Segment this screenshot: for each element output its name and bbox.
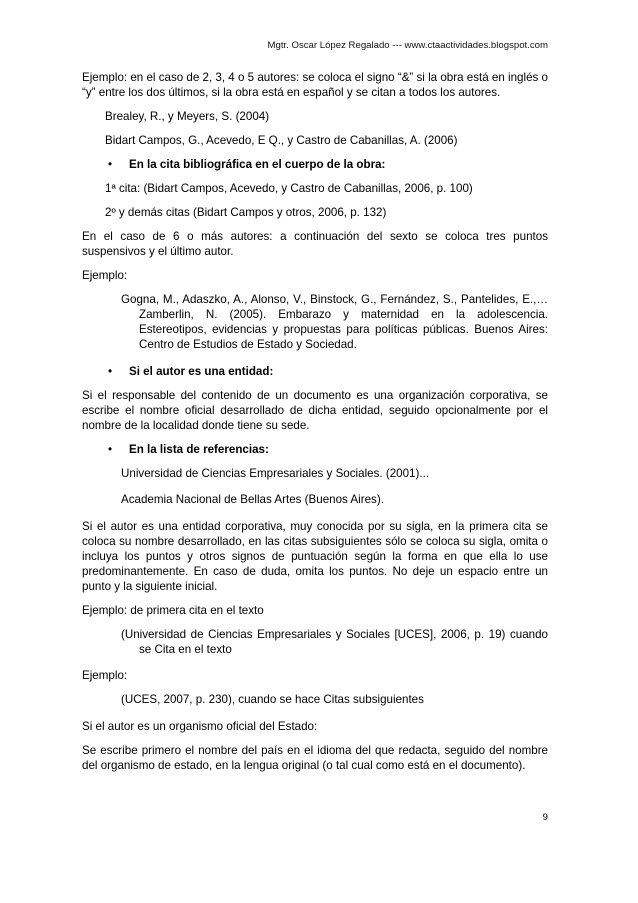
bullet-reference-list [82, 442, 548, 457]
page-body [82, 70, 548, 773]
paragraph-country-name: Se escribe primero el nombre del país en el idioma del que redacta, seguido del nombre del organismo de estado, en la lengua original (o tal cual como está en el documento). [82, 743, 548, 772]
example-label-2: Ejemplo: [82, 669, 128, 683]
paragraph-example-2-5-authors: Ejemplo: en el caso de 2, 3, 4 o 5 autores: se coloca el signo “&” si la obra está en inglés o “y” entre los dos últimos, si la obra está en español y se citan a todos los autores. [82, 71, 548, 99]
page-number: 9 [542, 812, 548, 823]
reference-brealey: Brealey, R., y Meyers, S. (2004) [105, 110, 270, 123]
reference-uces: Universidad de Ciencias Empresariales y Sociales. (2001)... [121, 466, 430, 480]
first-citation: 1ª cita: (Bidart Campos, Acevedo, y Castro de Cabanillas, 2006, p. 100) [105, 182, 473, 195]
bullet-cita-cuerpo [82, 157, 548, 172]
bullet-author-entity [82, 364, 548, 379]
reference-gogna: Gogna, M., Adaszko, A., Alonso, V., Binstock, G., Fernández, S., Pantelides, E.,… Zamberlin, N. (2005). Embarazo y maternidad en la adolescencia. Estereotipos, evidencias y propuestas para políticas públicas. Buenos Aires: Centro de Estudios de Estado y Sociedad. [121, 293, 548, 351]
bullet-icon: • [108, 364, 113, 378]
reference-academia: Academia Nacional de Bellas Artes (Buenos Aires). [121, 493, 384, 507]
subsequent-citation: 2º y demás citas (Bidart Campos y otros, 2006, p. 132) [105, 206, 387, 219]
example-first-citation-label: Ejemplo: de primera cita en el texto [82, 603, 264, 617]
citation-uces-subsequent: (UCES, 2007, p. 230), cuando se hace Citas subsiguientes [121, 693, 424, 707]
page-header: Mgtr. Oscar López Regalado --- www.ctaactividades.blogspot.com [267, 40, 548, 51]
paragraph-corporate-author: Si el responsable del contenido de un documento es una organización corporativa, se escribe el nombre oficial desarrollado de dicha entidad, seguido opcionalmente por el nombre de la localidad donde tiene su sede. [82, 388, 548, 432]
bullet-icon: • [108, 158, 113, 171]
bullet-label: Si el autor es una entidad: [129, 364, 274, 378]
paragraph-state-body: Si el autor es un organismo oficial del Estado: [82, 719, 318, 733]
paragraph-acronym: Si el autor es una entidad corporativa, muy conocida por su sigla, en la primera cita se coloca su nombre desarrollado, en las citas subsiguientes sólo se coloca su sigla, omita o incluya los puntos y otros signos de puntuación según la forma en que ella lo use predominantemente. En caso de duda, omita los puntos. No deje un espacio entre un punto y la siguiente inicial. [82, 519, 548, 593]
reference-bidart: Bidart Campos, G., Acevedo, E Q., y Castro de Cabanillas, A. (2006) [105, 134, 458, 147]
bullet-label: En la cita bibliográfica en el cuerpo de la obra: [129, 158, 386, 171]
citation-uces-first: (Universidad de Ciencias Empresariales y Sociales [UCES], 2006, p. 19) cuando se Cita en el texto [121, 627, 548, 656]
bullet-icon: • [108, 442, 113, 456]
example-label: Ejemplo: [82, 269, 128, 282]
bullet-label: En la lista de referencias: [129, 442, 269, 456]
paragraph-six-authors: En el caso de 6 o más autores: a continuación del sexto se coloca tres puntos suspensivos y el último autor. [82, 230, 548, 258]
